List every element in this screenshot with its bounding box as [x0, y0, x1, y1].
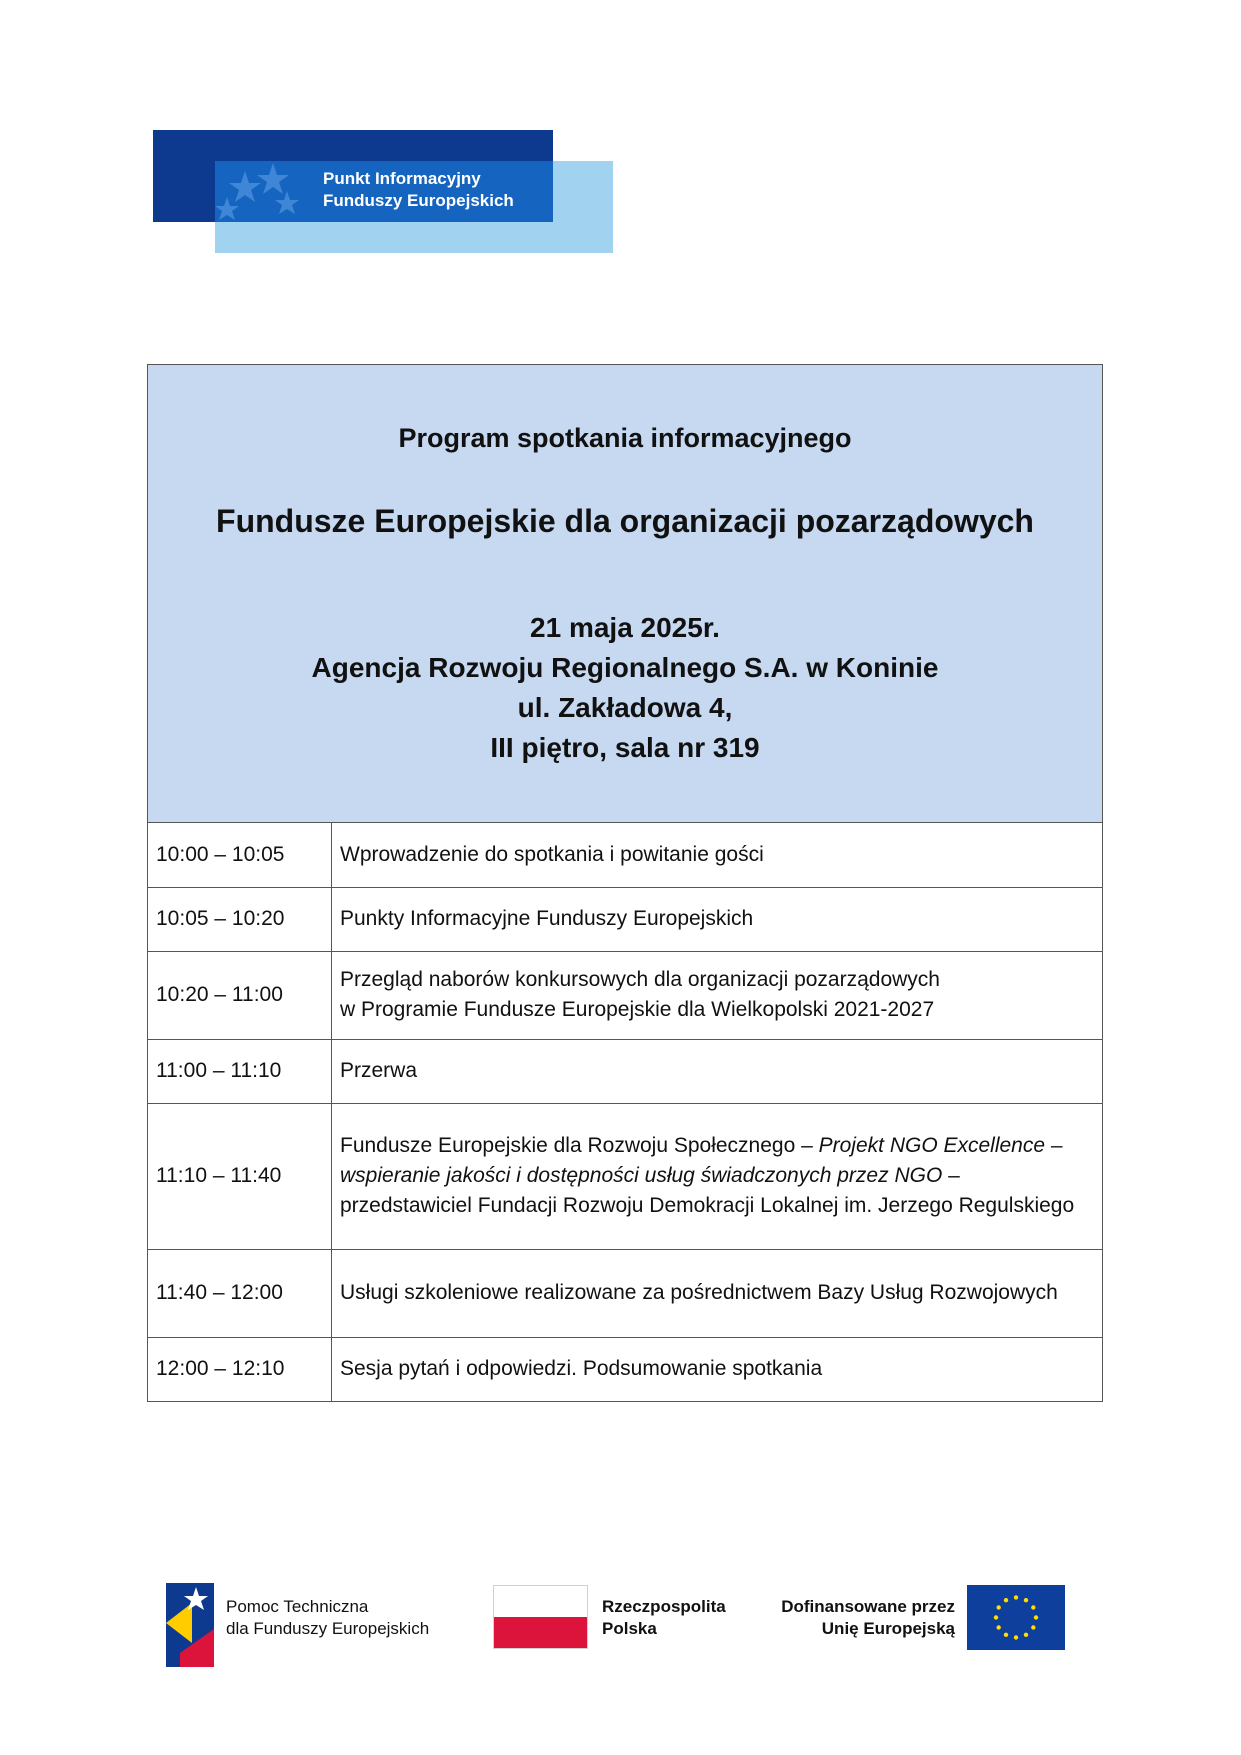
fe-star-logo-icon — [166, 1583, 214, 1667]
eu-star-icon — [1024, 1633, 1028, 1637]
table-row — [148, 951, 1102, 1039]
event-date: 21 maja 2025r. — [530, 612, 720, 643]
footer-logo1-line1: Pomoc Techniczna — [226, 1597, 369, 1616]
eu-star-icon — [1004, 1633, 1008, 1637]
row-desc — [332, 951, 1103, 1039]
eu-star-icon — [1004, 1598, 1008, 1602]
footer-logo3-text — [770, 1596, 955, 1640]
row-time: 11:10 – 11:40 — [148, 1103, 332, 1249]
eu-star-icon — [996, 1605, 1000, 1609]
row-time: 10:00 – 10:05 — [148, 823, 332, 887]
eu-star-icon — [994, 1615, 998, 1619]
row-desc-italic: Projekt NGO Excellence – wspieranie jakości i dostępności usług świadczonych przez NGO — [340, 1134, 1063, 1187]
row-desc: Przerwa — [332, 1039, 1103, 1103]
table-row — [148, 1249, 1102, 1337]
row-time: 10:05 – 10:20 — [148, 887, 332, 951]
eu-star-icon — [1034, 1615, 1038, 1619]
agenda-title: Fundusze Europejskie dla organizacji pozarządowych — [216, 503, 1034, 539]
row-desc-part: – przedstawiciel Fundacji Rozwoju Demokracji Lokalnej im. Jerzego Regulskiego — [340, 1164, 1075, 1217]
row-desc: Wprowadzenie do spotkania i powitanie gości — [340, 842, 764, 866]
row-desc: Usługi szkoleniowe realizowane za pośrednictwem Bazy Usług Rozwojowych — [332, 1249, 1103, 1337]
row-time: 12:00 – 12:10 — [148, 1337, 332, 1401]
row-desc — [332, 1103, 1103, 1249]
eu-star-icon — [1031, 1605, 1035, 1609]
row-desc: Punkty Informacyjne Funduszy Europejskich — [332, 887, 1103, 951]
logo-stars-icon — [215, 161, 305, 222]
row-time: 11:00 – 11:10 — [148, 1039, 332, 1103]
table-row — [148, 1337, 1102, 1401]
row-desc-line1: Przegląd naborów konkursowych dla organizacji pozarządowych — [340, 968, 940, 991]
eu-star-icon — [1014, 1595, 1018, 1599]
footer-logo3-line1: Dofinansowane przez — [781, 1597, 955, 1616]
event-details — [148, 608, 1102, 768]
table-row — [148, 1103, 1102, 1249]
eu-star-icon — [1031, 1625, 1035, 1629]
agenda-subtitle: Program spotkania informacyjnego — [398, 423, 852, 453]
logo-text — [323, 168, 514, 212]
eu-star-icon — [1014, 1635, 1018, 1639]
agenda-table — [147, 364, 1103, 1402]
table-row — [148, 1039, 1102, 1103]
footer-logo1-line2: dla Funduszy Europejskich — [226, 1619, 430, 1638]
footer-logo3-line2: Unię Europejską — [821, 1619, 955, 1638]
eu-star-icon — [1024, 1598, 1028, 1602]
table-row — [148, 887, 1102, 951]
eu-flag-icon — [967, 1585, 1065, 1650]
logo-text-line2: Funduszy Europejskich — [323, 191, 514, 210]
pife-logo — [153, 130, 613, 253]
logo-text-line1: Punkt Informacyjny — [323, 169, 481, 188]
event-street: ul. Zakładowa 4, — [517, 692, 733, 723]
event-venue: Agencja Rozwoju Regionalnego S.A. w Koninie — [311, 652, 939, 683]
footer-logos — [0, 1575, 1241, 1675]
polish-flag-icon — [493, 1585, 588, 1649]
footer-logo2-line1: Rzeczpospolita — [602, 1597, 726, 1616]
eu-star-icon — [996, 1625, 1000, 1629]
row-time: 10:20 – 11:00 — [148, 951, 332, 1039]
footer-logo2-line2: Polska — [602, 1619, 657, 1638]
event-room: III piętro, sala nr 319 — [490, 732, 760, 763]
row-desc-part: Fundusze Europejskie dla Rozwoju Społecznego – — [340, 1134, 819, 1157]
row-desc-line2: w Programie Fundusze Europejskie dla Wielkopolski 2021-2027 — [340, 998, 935, 1021]
table-row — [148, 823, 1102, 887]
agenda-header — [148, 365, 1102, 823]
footer-logo1-text — [226, 1596, 429, 1640]
row-desc: Sesja pytań i odpowiedzi. Podsumowanie spotkania — [332, 1337, 1103, 1401]
footer-logo2-text — [602, 1596, 726, 1640]
schedule-table — [148, 823, 1102, 1401]
row-time: 11:40 – 12:00 — [148, 1249, 332, 1337]
